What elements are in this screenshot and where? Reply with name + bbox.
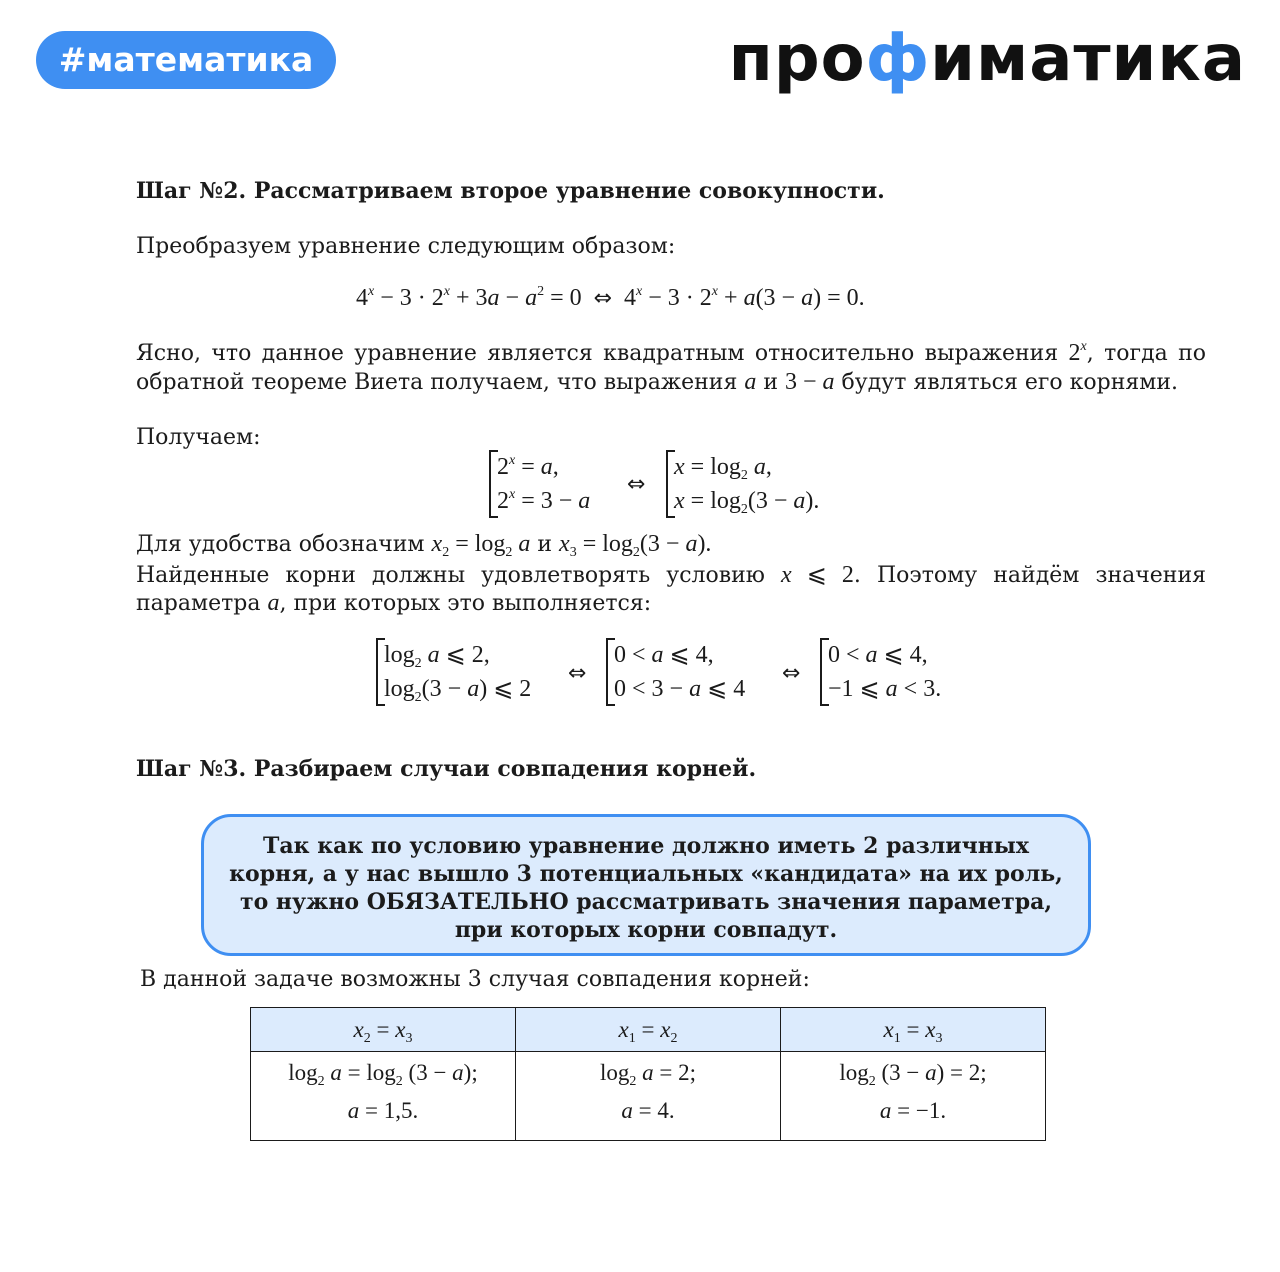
inline-math-x-le-2: x ⩽ 2 bbox=[781, 562, 854, 588]
root-coincidence-table bbox=[250, 1007, 1046, 1141]
equivalence-arrow-1: ⇔ bbox=[627, 472, 646, 497]
obtain-label: Получаем: bbox=[136, 425, 261, 450]
table-header-row bbox=[251, 1008, 1046, 1052]
logo-text-left: про bbox=[728, 22, 866, 96]
table-row bbox=[251, 1052, 1046, 1141]
condition-line1 bbox=[136, 560, 1206, 589]
para1-text-b: , тогда по bbox=[1086, 341, 1206, 366]
inline-math-x3-def: $x_3 = \log_2(3 - a)$. bbox=[559, 531, 712, 560]
paragraph-quadratic-line2 bbox=[136, 369, 1178, 396]
case-answer: a = 1,5. bbox=[347, 1098, 419, 1123]
notation-text-a: Для удобства обозначим bbox=[136, 532, 432, 557]
step2-heading: Шаг №2. Рассматриваем второе уравнение совокупности. bbox=[136, 178, 885, 204]
para1-text-d: и bbox=[756, 370, 785, 395]
inline-math-a: a bbox=[744, 369, 757, 395]
system-exp-roots: $2^x = a$, $2^x = 3 - a$ bbox=[489, 450, 590, 518]
inline-math-x2-def: $x_2 = \log_2 a$ bbox=[431, 531, 531, 560]
equation-transform: $4^x - 3 \cdot 2^x + 3a - a^2 = 0$ ⇔ $4^x - 3 \cdot 2^x + a(3 - a) = 0$. bbox=[356, 284, 865, 311]
logo-phi-letter: ф bbox=[865, 22, 931, 96]
condition-text-c: параметра bbox=[136, 591, 268, 616]
system-log-roots: $x = \log_2 a$, $x = \log_2(3 - a)$. bbox=[666, 450, 819, 518]
inline-math-2x: 2$^x$ bbox=[1068, 339, 1087, 366]
callout-line: Так как по условию уравнение должно иметь 2 различных bbox=[263, 833, 1029, 859]
step2-intro: Преобразуем уравнение следующим образом: bbox=[136, 234, 676, 259]
equivalence-arrow-2: ⇔ bbox=[568, 661, 587, 686]
para1-text-e: будут являться его корнями. bbox=[834, 370, 1179, 395]
system-log-inequalities: $\log_2 a$ ⩽ 2, $\log_2(3 - a)$ ⩽ 2 bbox=[376, 638, 531, 706]
system-range-inequalities: 0 < a ⩽ 4, 0 < 3 − a ⩽ 4 bbox=[606, 638, 745, 706]
system-final-ranges: 0 < a ⩽ 4, −1 ⩽ a < 3. bbox=[820, 638, 941, 706]
table-cell bbox=[251, 1052, 516, 1141]
condition-line2 bbox=[136, 590, 651, 617]
important-note-callout bbox=[201, 814, 1091, 956]
case-answer: a = 4. bbox=[621, 1098, 675, 1123]
case-answer: a = −1. bbox=[879, 1098, 947, 1123]
hashtag-badge[interactable]: #математика bbox=[36, 31, 336, 89]
case-equation: $\log_2 (3 - a) = 2$; bbox=[839, 1060, 987, 1089]
paragraph-quadratic-line1 bbox=[136, 340, 1206, 367]
inline-math-3-minus-a: 3 − a bbox=[785, 369, 835, 395]
brand-logo bbox=[729, 16, 1246, 96]
condition-text-d: , при которых это выполняется: bbox=[279, 591, 652, 616]
table-header-cell: $x_1 = x_2$ bbox=[516, 1008, 781, 1052]
para1-text-a: Ясно, что данное уравнение является квадратным относительно выражения bbox=[136, 341, 1069, 366]
step3-heading: Шаг №3. Разбираем случаи совпадения корней. bbox=[136, 756, 757, 782]
table-header-cell: $x_1 = x_3$ bbox=[781, 1008, 1046, 1052]
equivalence-arrow-3: ⇔ bbox=[782, 661, 801, 686]
callout-line: корня, а у нас вышло 3 потенциальных «кандидата» на их роль, bbox=[229, 861, 1063, 887]
para1-text-c: обратной теореме Виета получаем, что выражения bbox=[136, 370, 745, 395]
table-cell bbox=[781, 1052, 1046, 1141]
case-equation: $\log_2 a = \log_2 (3 - a)$; bbox=[288, 1060, 478, 1089]
callout-line: то нужно ОБЯЗАТЕЛЬНО рассматривать значения параметра, bbox=[239, 889, 1053, 915]
notation-text-b: и bbox=[530, 532, 560, 557]
condition-text-a: Найденные корни должны удовлетворять условию bbox=[136, 563, 782, 588]
inline-math-a-param: a bbox=[267, 590, 280, 616]
cases-intro: В данной задаче возможны 3 случая совпадения корней: bbox=[140, 967, 810, 992]
case-equation: $\log_2 a = 2$; bbox=[599, 1060, 696, 1089]
table-cell bbox=[516, 1052, 781, 1141]
notation-line bbox=[136, 531, 711, 558]
condition-text-b: . Поэтому найдём значения bbox=[853, 563, 1206, 588]
logo-text-right: иматика bbox=[930, 22, 1246, 96]
table-header-cell: $x_2 = x_3$ bbox=[251, 1008, 516, 1052]
callout-line: при которых корни совпадут. bbox=[454, 917, 838, 943]
